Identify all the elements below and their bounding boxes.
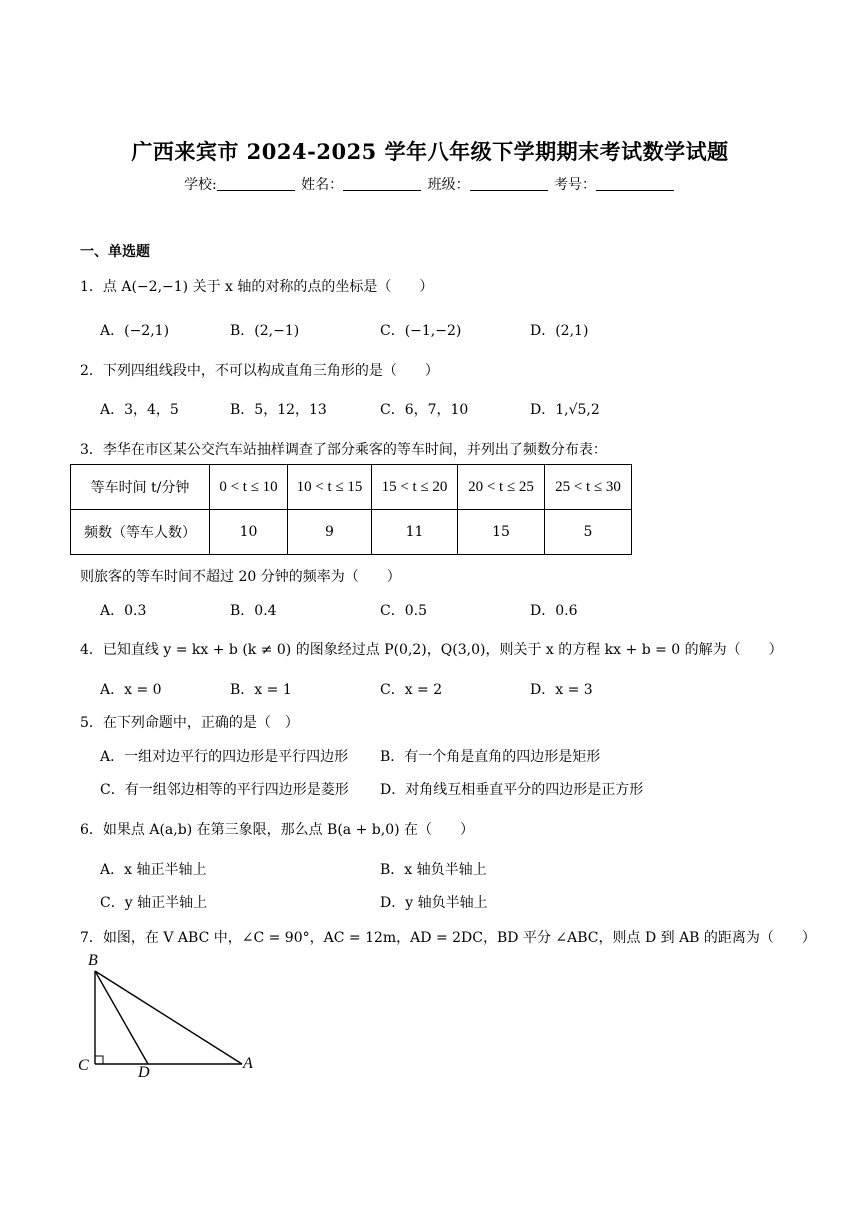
table-cell: 10 xyxy=(210,510,288,555)
q2-option-c[interactable]: C．6，7，10 xyxy=(380,402,469,418)
point-label-c: C xyxy=(78,1057,89,1074)
table-header-cell: 10 < t ≤ 15 xyxy=(288,465,372,510)
triangle-figure xyxy=(70,948,270,1083)
q5-option-d[interactable]: D．对角线互相垂直平分的四边形是正方形 xyxy=(380,782,644,798)
school-label: 学校: xyxy=(183,177,217,193)
q6-option-c[interactable]: C．y 轴正半轴上 xyxy=(100,895,208,911)
q1-option-b[interactable]: B．(2,−1) xyxy=(230,323,300,339)
student-info-line xyxy=(0,174,860,194)
table-header-cell: 0 < t ≤ 10 xyxy=(210,465,288,510)
q4-option-d[interactable]: D．x = 3 xyxy=(530,682,593,698)
class-blank[interactable] xyxy=(470,176,548,191)
q5-option-c[interactable]: C．有一组邻边相等的平行四边形是菱形 xyxy=(100,782,349,798)
q6-stem: 6．如果点 A(a,b) 在第三象限，那么点 B(a + b,0) 在（ ） xyxy=(80,822,475,838)
point-label-a: A xyxy=(243,1055,253,1072)
q6-option-d[interactable]: D．y 轴负半轴上 xyxy=(380,895,488,911)
q7-stem: 7．如图，在 V ABC 中，∠C = 90°，AC = 12m，AD = 2DC，BD 平分 ∠ABC，则点 D 到 AB 的距离为（ ） xyxy=(80,930,816,946)
q1-option-d[interactable]: D．(2,1) xyxy=(530,323,589,339)
table-header-cell: 等车时间 t/分钟 xyxy=(71,465,210,510)
q1-option-c[interactable]: C．(−1,−2) xyxy=(380,323,462,339)
q1-option-a[interactable]: A．(−2,1) xyxy=(100,323,170,339)
name-blank[interactable] xyxy=(343,176,421,191)
q3-option-b[interactable]: B．0.4 xyxy=(230,603,277,619)
q5-option-b[interactable]: B．有一个角是直角的四边形是矩形 xyxy=(380,749,601,765)
q2-option-b[interactable]: B．5，12，13 xyxy=(230,402,327,418)
q2-stem: 2．下列四组线段中，不可以构成直角三角形的是（ ） xyxy=(80,363,439,379)
table-row xyxy=(71,465,632,510)
q3-option-d[interactable]: D．0.6 xyxy=(530,603,578,619)
q4-option-c[interactable]: C．x = 2 xyxy=(380,682,443,698)
table-row xyxy=(71,510,632,555)
table-cell: 5 xyxy=(545,510,632,555)
q2-option-a[interactable]: A．3，4，5 xyxy=(100,402,179,418)
table-cell: 15 xyxy=(458,510,545,555)
q4-stem: 4．已知直线 y = kx + b (k ≠ 0) 的图象经过点 P(0,2)，Q(3,0)，则关于 x 的方程 kx + b = 0 的解为（ ） xyxy=(80,642,783,658)
q3-option-c[interactable]: C．0.5 xyxy=(380,603,427,619)
point-label-d: D xyxy=(138,1064,150,1081)
name-label: 姓名： xyxy=(301,177,344,193)
class-label: 班级： xyxy=(427,177,470,193)
q3-stem: 3．李华在市区某公交汽车站抽样调查了部分乘客的等车时间，并列出了频数分布表： xyxy=(80,442,607,458)
table-header-cell: 25 < t ≤ 30 xyxy=(545,465,632,510)
frequency-table xyxy=(70,464,632,555)
point-label-b: B xyxy=(88,952,98,969)
right-angle-mark xyxy=(95,1056,103,1064)
table-cell: 频数（等车人数） xyxy=(71,510,210,555)
q3-option-a[interactable]: A．0.3 xyxy=(100,603,147,619)
q4-option-b[interactable]: B．x = 1 xyxy=(230,682,292,698)
table-header-cell: 20 < t ≤ 25 xyxy=(458,465,545,510)
segment-ab xyxy=(95,971,242,1064)
q3-follow: 则旅客的等车时间不超过 20 分钟的频率为（ ） xyxy=(80,569,401,585)
table-header-cell: 15 < t ≤ 20 xyxy=(372,465,458,510)
number-label: 考号： xyxy=(554,177,597,193)
q4-option-a[interactable]: A．x = 0 xyxy=(100,682,162,698)
q2-option-d[interactable]: D．1,√5,2 xyxy=(530,402,600,418)
table-cell: 9 xyxy=(288,510,372,555)
number-blank[interactable] xyxy=(596,176,674,191)
q1-stem: 1．点 A(−2,−1) 关于 x 轴的对称的点的坐标是（ ） xyxy=(80,279,434,295)
q6-option-a[interactable]: A．x 轴正半轴上 xyxy=(100,862,207,878)
segment-bd xyxy=(95,971,148,1064)
q6-option-b[interactable]: B．x 轴负半轴上 xyxy=(380,862,487,878)
school-blank[interactable] xyxy=(217,176,295,191)
q5-stem: 5．在下列命题中，正确的是（ ） xyxy=(80,715,299,731)
q5-option-a[interactable]: A．一组对边平行的四边形是平行四边形 xyxy=(100,749,349,765)
table-cell: 11 xyxy=(372,510,458,555)
section-heading: 一、单选题 xyxy=(80,244,150,260)
page-title: 广西来宾市 2024-2025 学年八年级下学期期末考试数学试题 xyxy=(131,139,729,164)
